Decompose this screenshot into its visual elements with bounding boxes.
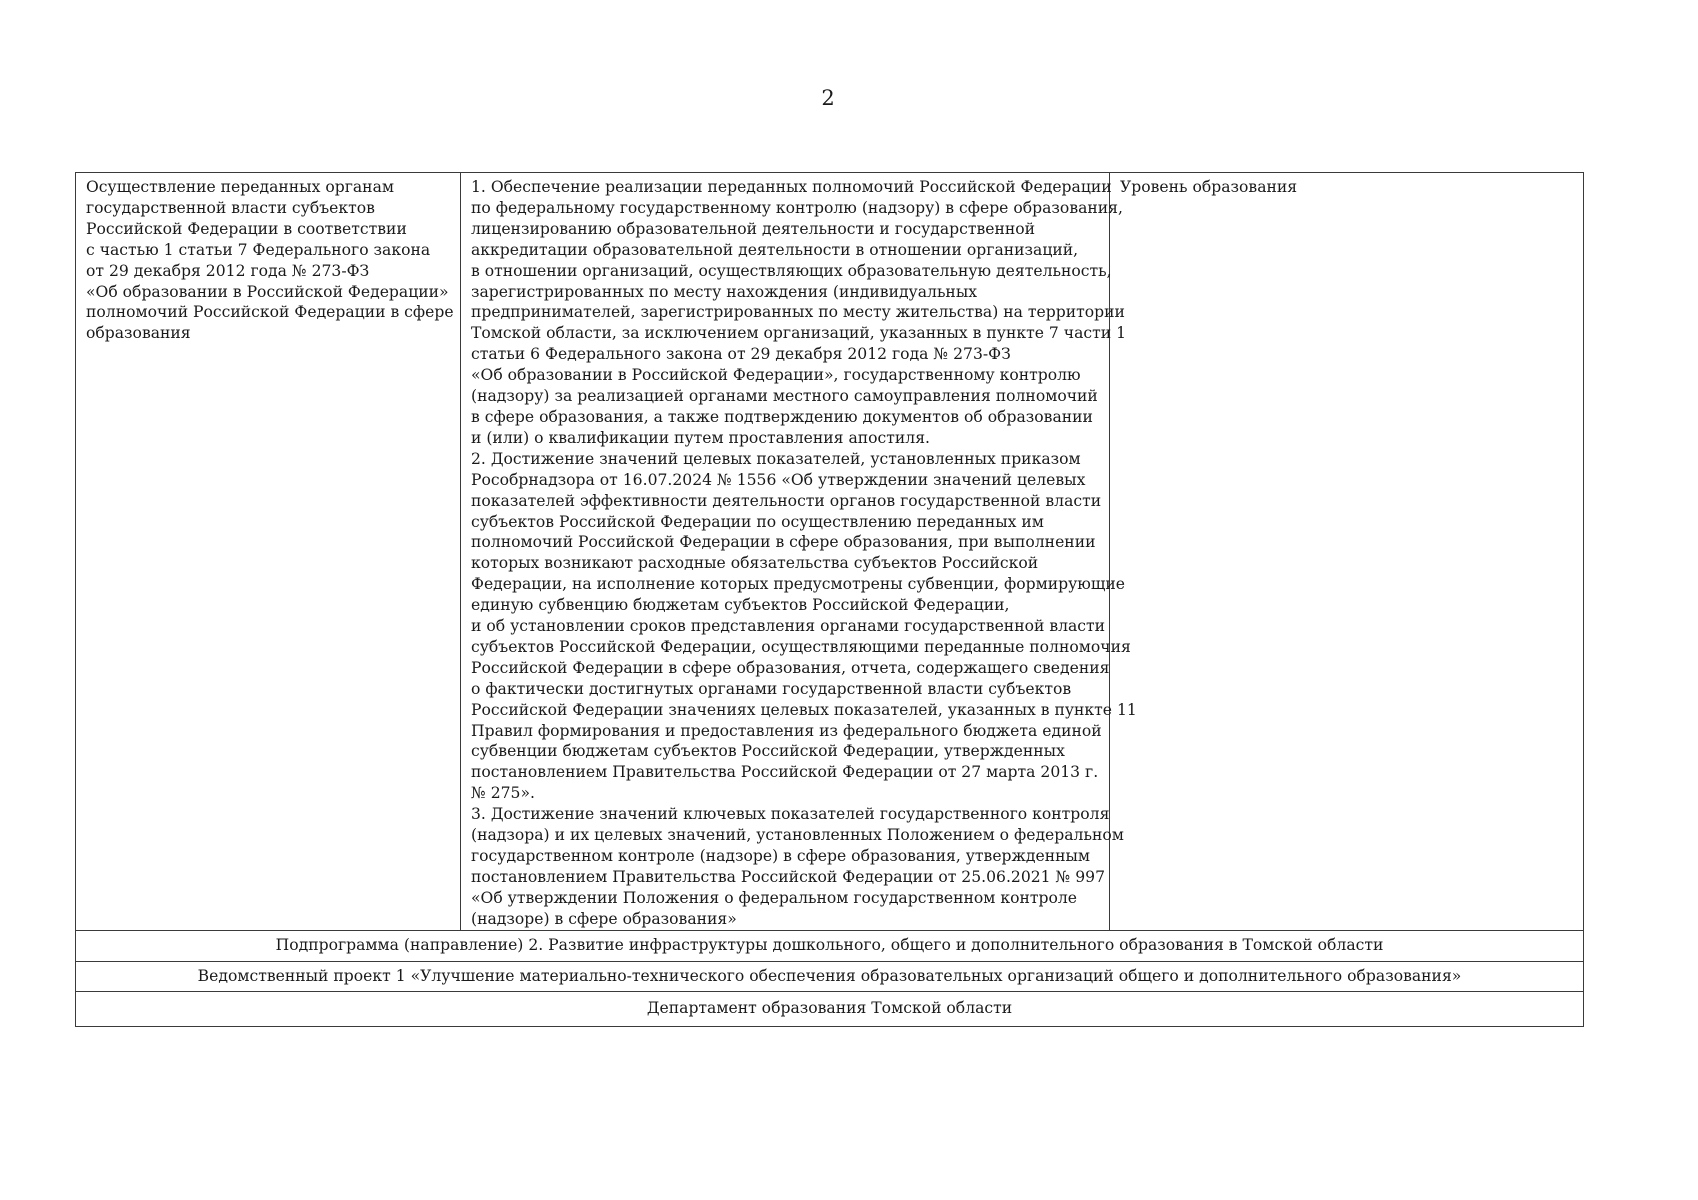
project-text: Ведомственный проект 1 «Улучшение материально-технического обеспечения образовательных организаций общего и дополнительного образования» xyxy=(197,966,1462,985)
goals-line: зарегистрированных по месту нахождения (индивидуальных xyxy=(471,282,978,301)
activity-line: «Об образовании в Российской Федерации» xyxy=(86,282,449,301)
goals-cell xyxy=(461,173,1137,931)
activity-line: Российской Федерации в соответствии xyxy=(86,219,407,238)
document-table xyxy=(75,172,1584,1027)
indicator-text: Уровень образования xyxy=(1120,178,1298,196)
goals-line: субвенции бюджетам субъектов Российской Федерации, утвержденных xyxy=(471,742,1065,761)
goals-line: «Об утверждении Положения о федеральном государственном контроле xyxy=(471,888,1077,907)
goals-line: (надзора) и их целевых значений, установленных Положением о федеральном xyxy=(471,826,1124,845)
project-cell xyxy=(76,961,1584,991)
page-number: 2 xyxy=(821,86,835,110)
department-row xyxy=(76,991,1584,1026)
goals-line: (надзору) за реализацией органами местного самоуправления полномочий xyxy=(471,387,1098,406)
goals-line: статьи 6 Федерального закона от 29 декабря 2012 года № 273-ФЗ xyxy=(471,345,1011,364)
goals-line: Правил формирования и предоставления из федерального бюджета единой xyxy=(471,721,1102,740)
subprogram-cell xyxy=(76,930,1584,961)
goals-line: и (или) о квалификации путем проставления апостиля. xyxy=(471,428,931,447)
goals-line: 1. Обеспечение реализации переданных полномочий Российской Федерации xyxy=(471,178,1112,196)
department-text: Департамент образования Томской области xyxy=(646,999,1013,1018)
project-row xyxy=(76,961,1584,991)
goals-line: 3. Достижение значений ключевых показателей государственного контроля xyxy=(471,805,1110,824)
department-cell xyxy=(76,991,1584,1026)
goals-line: аккредитации образовательной деятельности в отношении организаций, xyxy=(471,240,1079,259)
goals-line: (надзоре) в сфере образования» xyxy=(471,909,737,928)
subprogram-text: Подпрограмма (направление) 2. Развитие инфраструктуры дошкольного, общего и дополнительного образования в Томской области xyxy=(275,936,1384,955)
goals-line: и об установлении сроков представления органами государственной власти xyxy=(471,617,1106,636)
activity-line: полномочий Российской Федерации в сфере xyxy=(86,303,454,322)
goals-line: постановлением Правительства Российской Федерации от 27 марта 2013 г. xyxy=(471,763,1099,782)
goals-line: Рособрнадзора от 16.07.2024 № 1556 «Об утверждении значений целевых xyxy=(471,470,1086,489)
goals-line: субъектов Российской Федерации, осуществляющими переданные полномочия xyxy=(471,637,1131,656)
table-row xyxy=(76,173,1584,931)
goals-line: Российской Федерации значениях целевых показателей, указанных в пункте 11 xyxy=(471,700,1137,719)
goals-line: в сфере образования, а также подтверждению документов об образовании xyxy=(471,407,1093,426)
goals-line: показателей эффективности деятельности органов государственной власти xyxy=(471,491,1102,510)
goals-line: Томской области, за исключением организаций, указанных в пункте 7 части 1 xyxy=(471,324,1127,343)
activity-line: государственной власти субъектов xyxy=(86,198,375,217)
goals-line: единую субвенцию бюджетам субъектов Российской Федерации, xyxy=(471,596,1010,615)
goals-line: которых возникают расходные обязательства субъектов Российской xyxy=(471,554,1039,573)
activity-line: Осуществление переданных органам xyxy=(86,178,394,196)
goals-line: в отношении организаций, осуществляющих образовательную деятельность, xyxy=(471,261,1112,280)
activity-line: от 29 декабря 2012 года № 273-ФЗ xyxy=(86,261,370,280)
goals-line: государственном контроле (надзоре) в сфере образования, утвержденным xyxy=(471,847,1091,865)
goals-line: о фактически достигнутых органами государственной власти субъектов xyxy=(471,679,1072,698)
goals-line: предпринимателей, зарегистрированных по месту жительства) на территории xyxy=(471,303,1125,322)
goals-line: субъектов Российской Федерации по осуществлению переданных им xyxy=(471,512,1044,531)
indicator-cell xyxy=(1110,173,1584,931)
activity-line: образования xyxy=(86,324,191,343)
activity-line: с частью 1 статьи 7 Федерального закона xyxy=(86,240,431,259)
goals-line: Федерации, на исполнение которых предусмотрены субвенции, формирующие xyxy=(471,575,1125,594)
subprogram-row xyxy=(76,930,1584,961)
goals-line: № 275». xyxy=(471,784,535,803)
goals-line: «Об образовании в Российской Федерации», государственному контролю xyxy=(471,366,1081,385)
goals-line: по федеральному государственному контролю (надзору) в сфере образования, xyxy=(471,198,1123,217)
goals-line: 2. Достижение значений целевых показателей, установленных приказом xyxy=(471,449,1081,468)
goals-line: постановлением Правительства Российской Федерации от 25.06.2021 № 997 xyxy=(471,867,1106,886)
activity-cell xyxy=(76,173,461,931)
goals-line: Российской Федерации в сфере образования, отчета, содержащего сведения xyxy=(471,658,1110,677)
goals-line: лицензированию образовательной деятельности и государственной xyxy=(471,219,1036,238)
goals-line: полномочий Российской Федерации в сфере образования, при выполнении xyxy=(471,533,1096,552)
